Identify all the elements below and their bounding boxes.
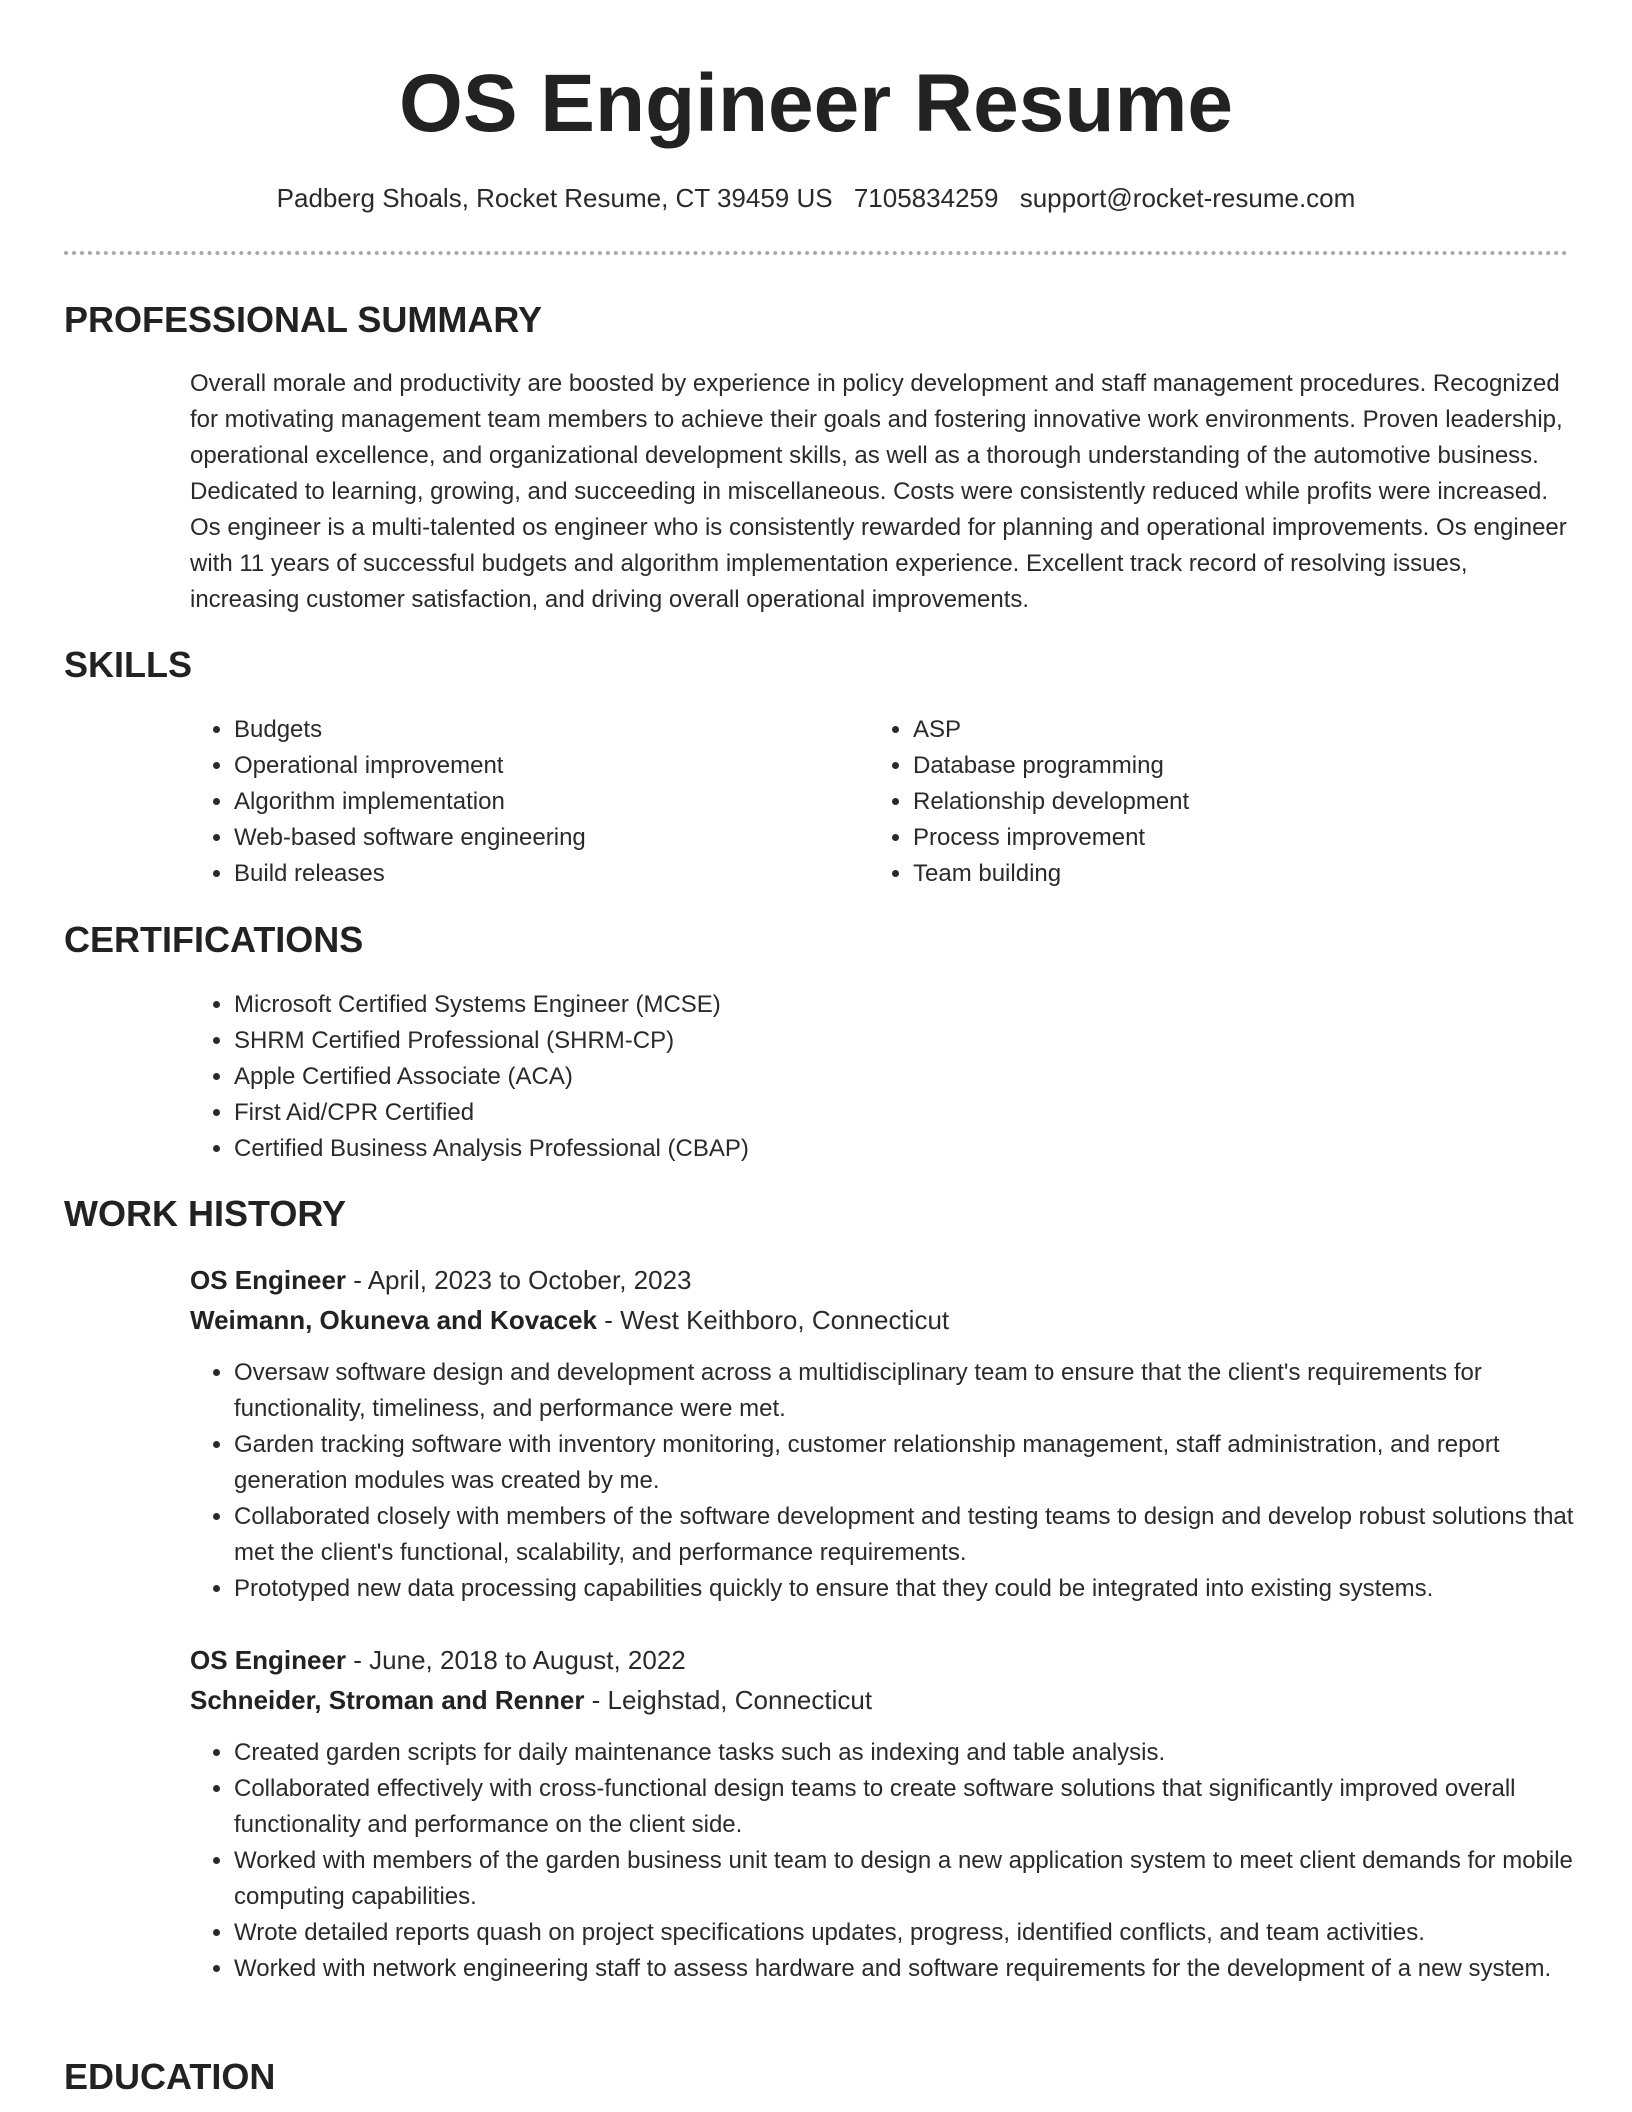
certifications-list [190,987,1574,1167]
job-duty-item: • Wrote detailed reports quash on project specifications updates, progress, identified conflicts, and team activities. [234,1915,1606,1951]
skill-item: • Database programming [913,748,1573,784]
job-title-line [190,1642,686,1678]
skills-list-left [190,712,854,892]
certification-item: • First Aid/CPR Certified [234,1095,1574,1131]
certification-item: • Apple Certified Associate (ACA) [234,1059,1574,1095]
skills-heading: SKILLS [64,644,193,685]
job-duty-item: • Garden tracking software with inventory monitoring, customer relationship management, staff administration, and report generation modules was created by me. [234,1427,1606,1499]
certification-item: • Microsoft Certified Systems Engineer (MCSE) [234,987,1574,1023]
summary-text: Overall morale and productivity are boosted by experience in policy development and staff management procedures. Recognized for motivating management team members to achieve their goals and fostering innovative work environments. Proven leadership, operational excellence, and organizational development skills, as well as a thorough understanding of the automotive business. Dedicated to learning, growing, and succeeding in miscellaneous. Costs were consistently reduced while profits were increased. Os engineer is a multi-talented os engineer who is consistently rewarded for planning and operational improvements. Os engineer with 11 years of successful budgets and algorithm implementation experience. Excellent track record of resolving issues, increasing customer satisfaction, and driving overall operational improvements. [190,370,1567,613]
skill-item: • Build releases [234,856,854,892]
resume-title: OS Engineer Resume [399,58,1233,149]
summary-heading: PROFESSIONAL SUMMARY [64,299,543,340]
contact-email: support@rocket-resume.com [1019,183,1356,213]
job-duties-list [190,1355,1606,1607]
job-company-line [190,1682,872,1718]
job-title: OS Engineer [190,1265,347,1295]
job-dates: - June, 2018 to August, 2022 [346,1645,686,1675]
job-location: - West Keithboro, Connecticut [597,1305,950,1335]
skill-item: • Relationship development [913,784,1573,820]
skill-item: • Web-based software engineering [234,820,854,856]
skill-item: • Algorithm implementation [234,784,854,820]
certification-item: • SHRM Certified Professional (SHRM-CP) [234,1023,1574,1059]
contact-address: Padberg Shoals, Rocket Resume, CT 39459 US [276,183,833,213]
education-heading: EDUCATION [64,2056,276,2097]
skills-list-right [869,712,1573,892]
skill-item: • Team building [913,856,1573,892]
job-duty-item: • Oversaw software design and development across a multidisciplinary team to ensure that the client's requirements for functionality, timeliness, and performance were met. [234,1355,1606,1427]
work-history-heading: WORK HISTORY [64,1193,347,1234]
job-dates: - April, 2023 to October, 2023 [346,1265,692,1295]
job-duty-item: • Collaborated effectively with cross-functional design teams to create software solutions that significantly improved overall functionality and performance on the client side. [234,1771,1606,1843]
job-company-line [190,1302,949,1338]
skill-item: • ASP [913,712,1573,748]
job-company: Weimann, Okuneva and Kovacek [190,1305,597,1335]
contact-line [0,180,1632,216]
job-duty-item: • Prototyped new data processing capabilities quickly to ensure that they could be integrated into existing systems. [234,1571,1606,1607]
job-company: Schneider, Stroman and Renner [190,1685,585,1715]
skill-item: • Process improvement [913,820,1573,856]
job-duties-list [190,1735,1606,1987]
skill-item: • Operational improvement [234,748,854,784]
job-duty-item: • Created garden scripts for daily maintenance tasks such as indexing and table analysis. [234,1735,1606,1771]
certifications-heading: CERTIFICATIONS [64,919,364,960]
job-title-line [190,1262,692,1298]
job-duty-item: • Worked with network engineering staff to assess hardware and software requirements for the development of a new system. [234,1951,1606,1987]
job-duty-item: • Worked with members of the garden business unit team to design a new application system to meet client demands for mobile computing capabilities. [234,1843,1606,1915]
certification-item: • Certified Business Analysis Professional (CBAP) [234,1131,1574,1167]
contact-phone: 7105834259 [853,183,999,213]
skill-item: • Budgets [234,712,854,748]
header-divider [64,251,1568,255]
job-title: OS Engineer [190,1645,347,1675]
job-duty-item: • Collaborated closely with members of the software development and testing teams to design and develop robust solutions that met the client's functional, scalability, and performance requirements. [234,1499,1606,1571]
job-location: - Leighstad, Connecticut [584,1685,873,1715]
